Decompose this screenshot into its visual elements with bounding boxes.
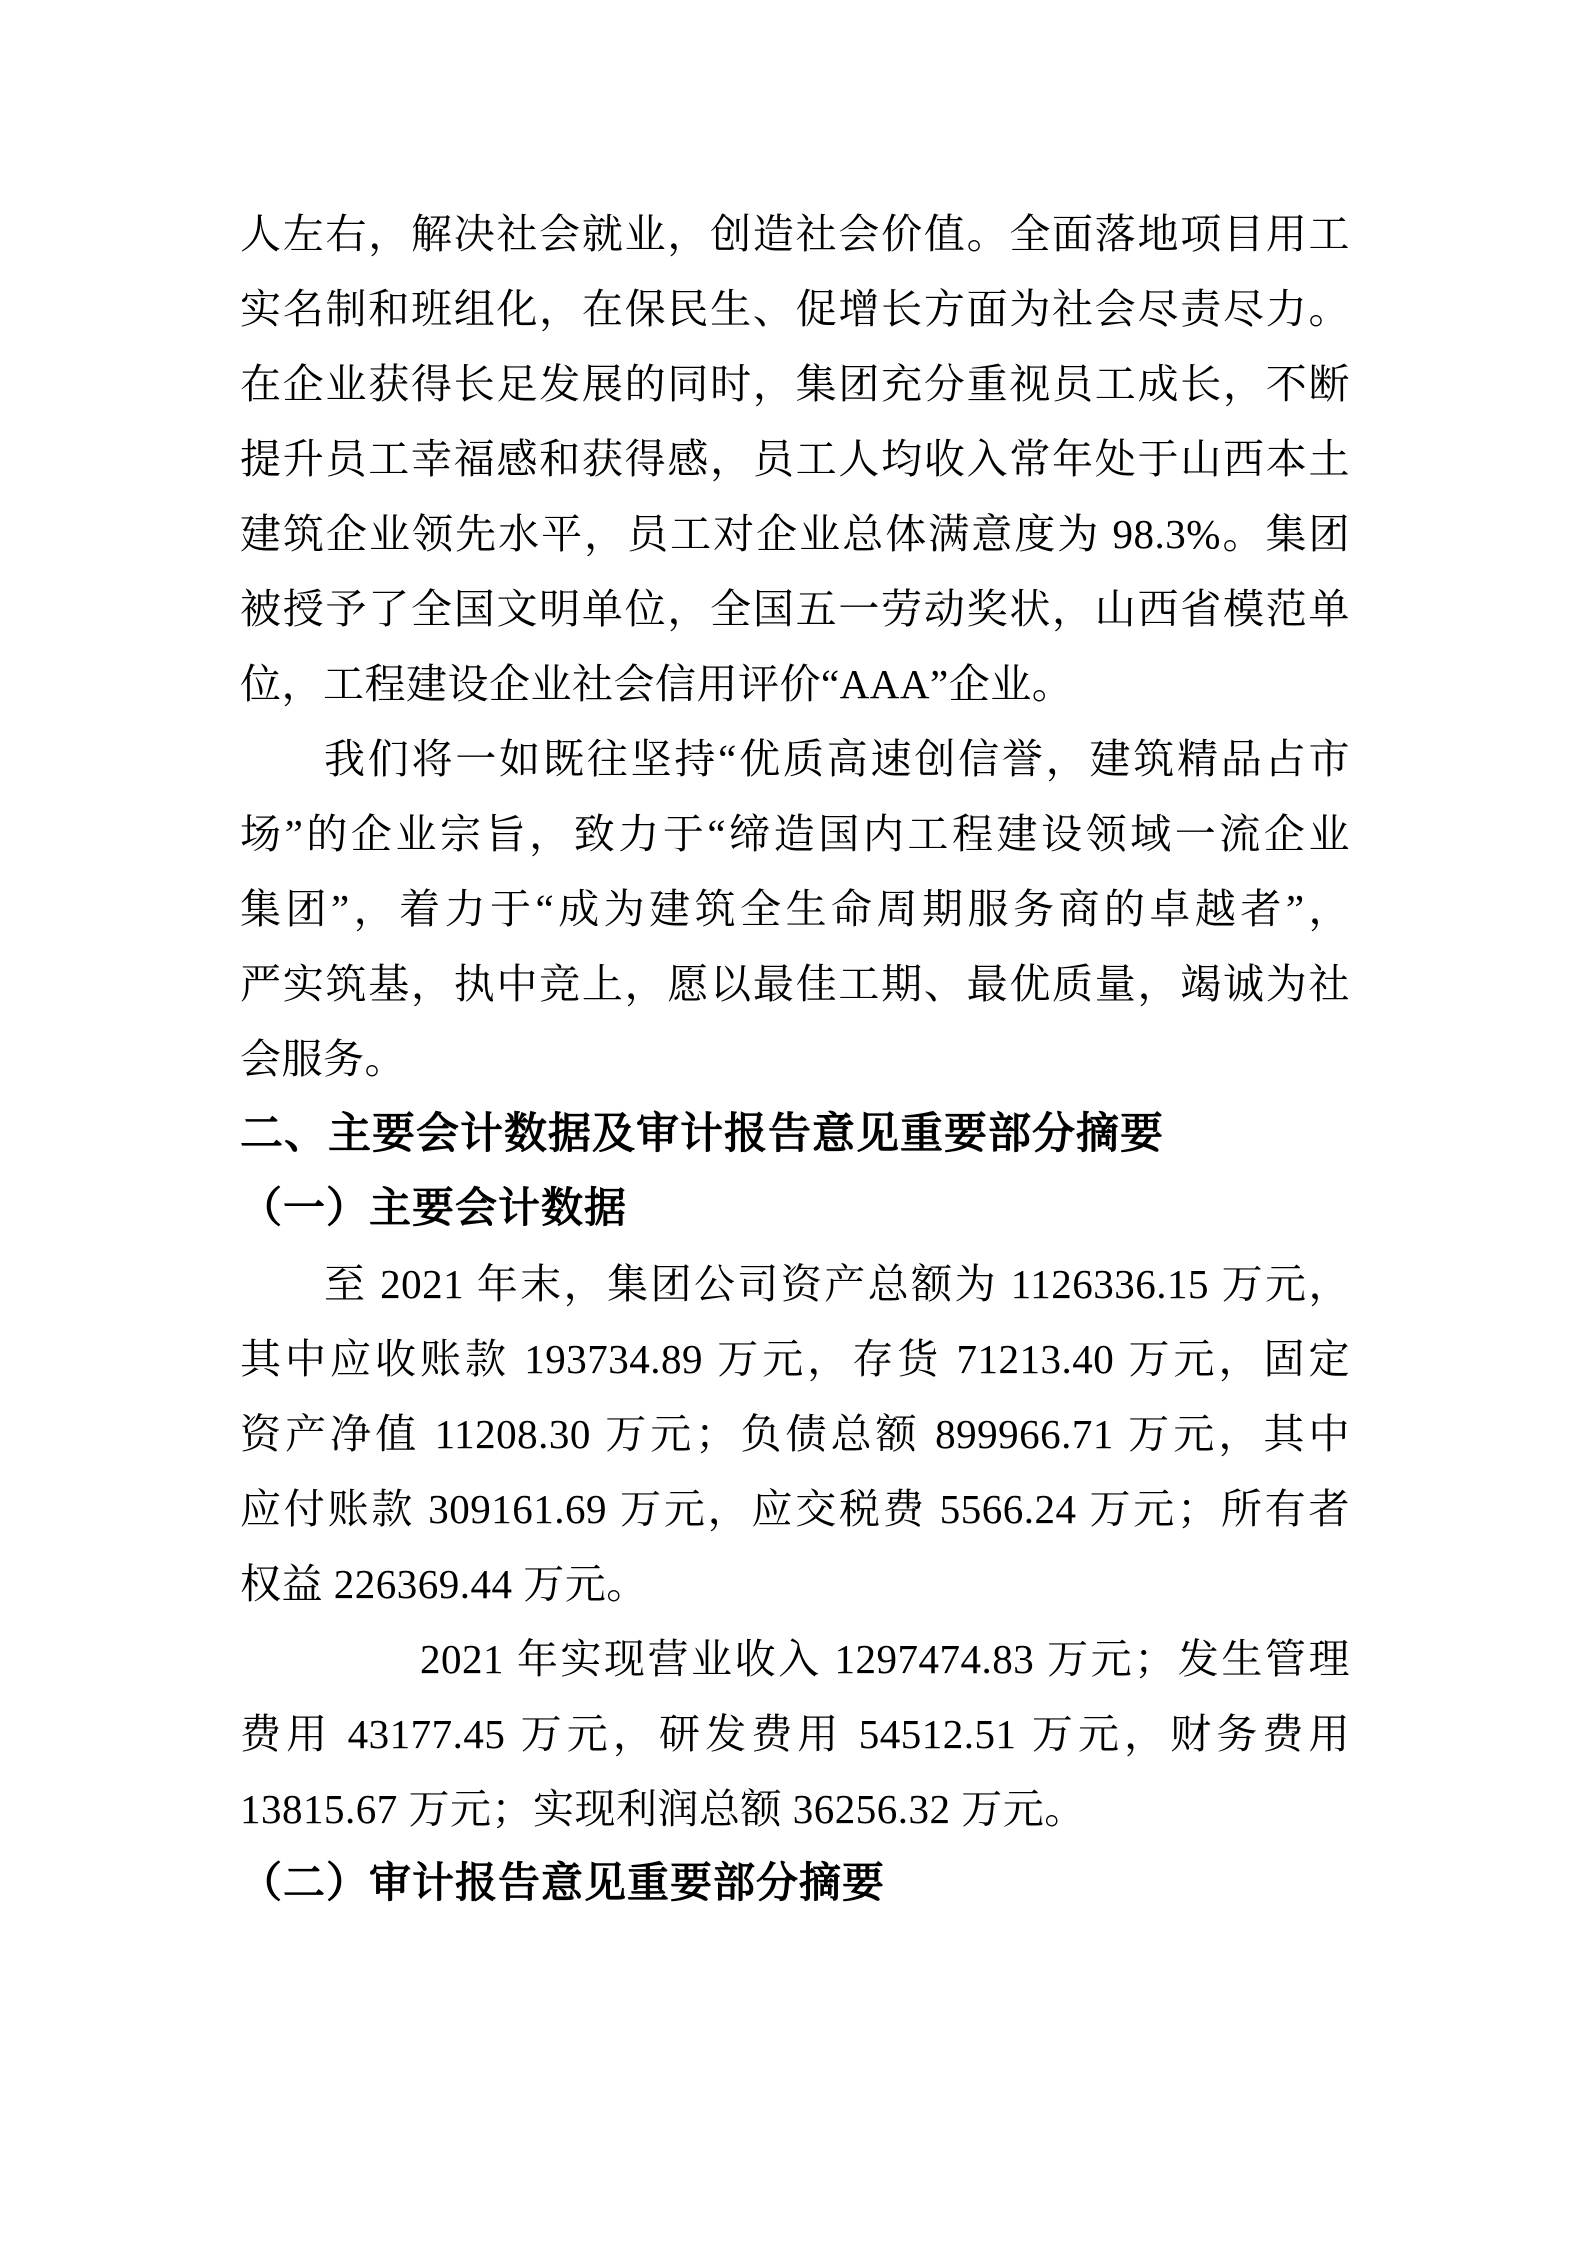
subsection-audit-heading: （二）审计报告意见重要部分摘要 — [240, 1861, 886, 1907]
body-line: 至 2021 年末，集团公司资产总额为 1126336.15 万元， — [324, 1261, 1350, 1307]
body-line: 费用 43177.45 万元，研发费用 54512.51 万元，财务费用 — [240, 1711, 1350, 1757]
subsection-accounting-heading: （一）主要会计数据 — [240, 1186, 628, 1232]
body-line: 13815.67 万元；实现利润总额 36256.32 万元。 — [240, 1786, 1086, 1832]
body-line: 2021 年实现营业收入 1297474.83 万元；发生管理 — [420, 1636, 1350, 1682]
body-line: 场”的企业宗旨，致力于“缔造国内工程建设领域一流企业 — [240, 811, 1350, 857]
body-line: 位，工程建设企业社会信用评价“AAA”企业。 — [240, 661, 1074, 707]
body-line: 被授予了全国文明单位，全国五一劳动奖状，山西省模范单 — [240, 586, 1350, 632]
body-line: 集团”，着力于“成为建筑全生命周期服务商的卓越者”， — [240, 886, 1350, 932]
body-line: 实名制和班组化，在保民生、促增长方面为社会尽责尽力。 — [240, 286, 1350, 332]
body-line: 会服务。 — [240, 1036, 406, 1082]
body-line: 建筑企业领先水平，员工对企业总体满意度为 98.3%。集团 — [240, 511, 1350, 557]
body-line: 提升员工幸福感和获得感，员工人均收入常年处于山西本土 — [240, 436, 1350, 482]
body-line: 应付账款 309161.69 万元，应交税费 5566.24 万元；所有者 — [240, 1486, 1350, 1532]
section-heading: 二、主要会计数据及审计报告意见重要部分摘要 — [240, 1110, 1164, 1158]
body-line: 我们将一如既往坚持“优质高速创信誉，建筑精品占市 — [324, 736, 1350, 782]
body-line: 其中应收账款 193734.89 万元，存货 71213.40 万元，固定 — [240, 1336, 1350, 1382]
document-body — [240, 197, 1350, 1922]
body-line: 严实筑基，执中竞上，愿以最佳工期、最优质量，竭诚为社 — [240, 961, 1350, 1007]
body-line: 人左右，解决社会就业，创造社会价值。全面落地项目用工 — [240, 211, 1350, 257]
body-line: 资产净值 11208.30 万元；负债总额 899966.71 万元，其中 — [240, 1411, 1350, 1457]
body-line: 权益 226369.44 万元。 — [240, 1561, 648, 1607]
body-line: 在企业获得长足发展的同时，集团充分重视员工成长，不断 — [240, 361, 1350, 407]
